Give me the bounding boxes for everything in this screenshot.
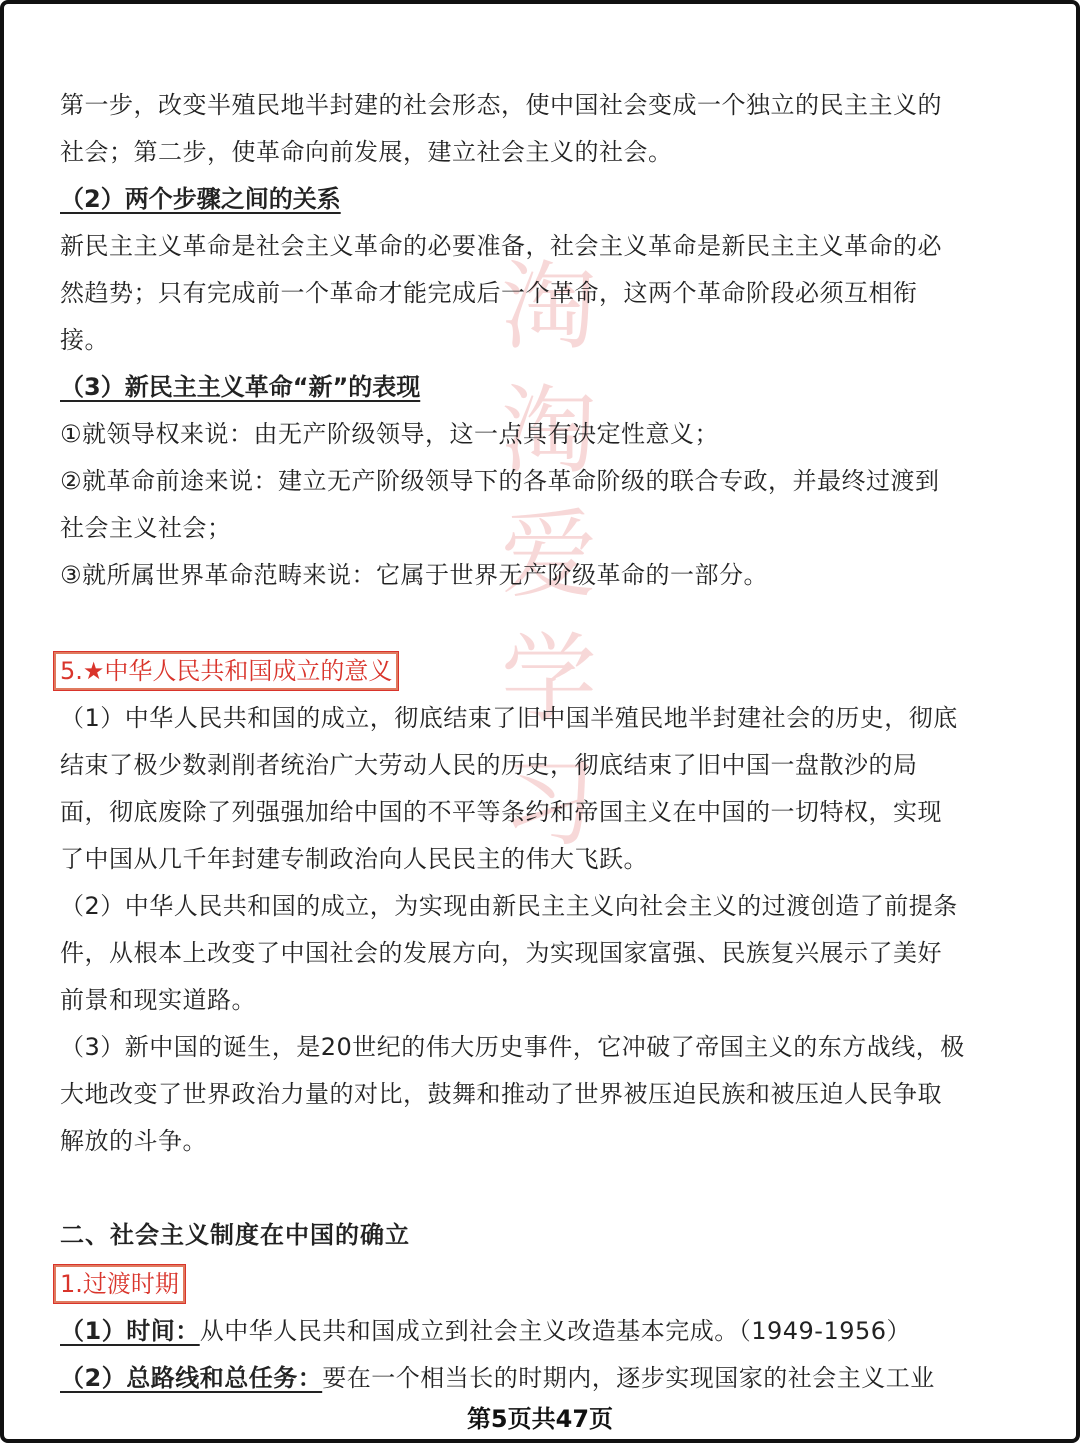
paragraph-line: 结束了极少数剥削者统治广大劳动人民的历史，彻底结束了旧中国一盘散沙的局 [60, 751, 918, 779]
boxed-heading: 1.过渡时期 [54, 1265, 185, 1303]
paragraph-line: 大地改变了世界政治力量的对比，鼓舞和推动了世界被压迫民族和被压迫人民争取 [60, 1080, 942, 1108]
paragraph-line: 接。 [60, 326, 109, 354]
term-text: 要在一个相当长的时期内，逐步实现国家的社会主义工业 [322, 1364, 935, 1392]
spacer [60, 1165, 1028, 1212]
subheading [60, 176, 1028, 223]
list-item: ③就所属世界革命范畴来说：它属于世界无产阶级革命的一部分。 [60, 561, 769, 589]
watermark-char: 学 [501, 623, 597, 735]
paragraph-line: 面，彻底废除了列强强加给中国的不平等条约和帝国主义在中国的一切特权，实现 [60, 798, 942, 826]
paragraph-line: 第一步，改变半殖民地半封建的社会形态，使中国社会变成一个独立的民主主义的 [60, 91, 942, 119]
subheading-text: （2）两个步骤之间的关系 [60, 185, 341, 213]
spacer [60, 599, 1028, 646]
page-number: 第5页共47页 [466, 1405, 614, 1433]
subheading-text: （3）新民主主义革命“新”的表现 [60, 373, 421, 401]
watermark-char: 淘 [501, 251, 597, 363]
boxed-heading: 5.★中华人民共和国成立的意义 [54, 652, 398, 690]
watermark-char: 习 [501, 747, 597, 859]
watermark-char: 爱 [501, 499, 597, 611]
page-content [60, 82, 1028, 1402]
paragraph-line: 社会；第二步，使革命向前发展，建立社会主义的社会。 [60, 138, 673, 166]
paragraph-line [60, 1308, 1028, 1355]
term-label: （2）总路线和总任务： [60, 1364, 323, 1392]
paragraph-line: 件，从根本上改变了中国社会的发展方向，为实现国家富强、民族复兴展示了美好 [60, 939, 942, 967]
paragraph-line: 了中国从几千年封建专制政治向人民民主的伟大飞跃。 [60, 845, 648, 873]
list-item: ①就领导权来说：由无产阶级领导，这一点具有决定性意义； [60, 420, 720, 448]
paragraph-line: 解放的斗争。 [60, 1127, 207, 1155]
paragraph-line: 然趋势；只有完成前一个革命才能完成后一个革命，这两个革命阶段必须互相衔 [60, 279, 918, 307]
paragraph-line: （2）中华人民共和国的成立，为实现由新民主主义向社会主义的过渡创造了前提条 [60, 892, 958, 920]
section-heading: 二、社会主义制度在中国的确立 [60, 1221, 410, 1249]
paragraph-line: （3）新中国的诞生，是20世纪的伟大历史事件，它冲破了帝国主义的东方战线，极 [60, 1033, 965, 1061]
paragraph-line: 社会主义社会； [60, 514, 232, 542]
list-item: ②就革命前途来说：建立无产阶级领导下的各革命阶级的联合专政，并最终过渡到 [60, 467, 940, 495]
subheading [60, 364, 1028, 411]
paragraph-line: （1）中华人民共和国的成立，彻底结束了旧中国半殖民地半封建社会的历史，彻底 [60, 704, 958, 732]
paragraph-line: 新民主主义革命是社会主义革命的必要准备，社会主义革命是新民主主义革命的必 [60, 232, 942, 260]
paragraph-line [60, 1355, 1028, 1402]
term-label: （1）时间： [60, 1317, 200, 1345]
watermark-char: 淘 [501, 375, 597, 487]
term-text: 从中华人民共和国成立到社会主义改造基本完成。（1949-1956） [199, 1317, 912, 1345]
paragraph-line: 前景和现实道路。 [60, 986, 256, 1014]
